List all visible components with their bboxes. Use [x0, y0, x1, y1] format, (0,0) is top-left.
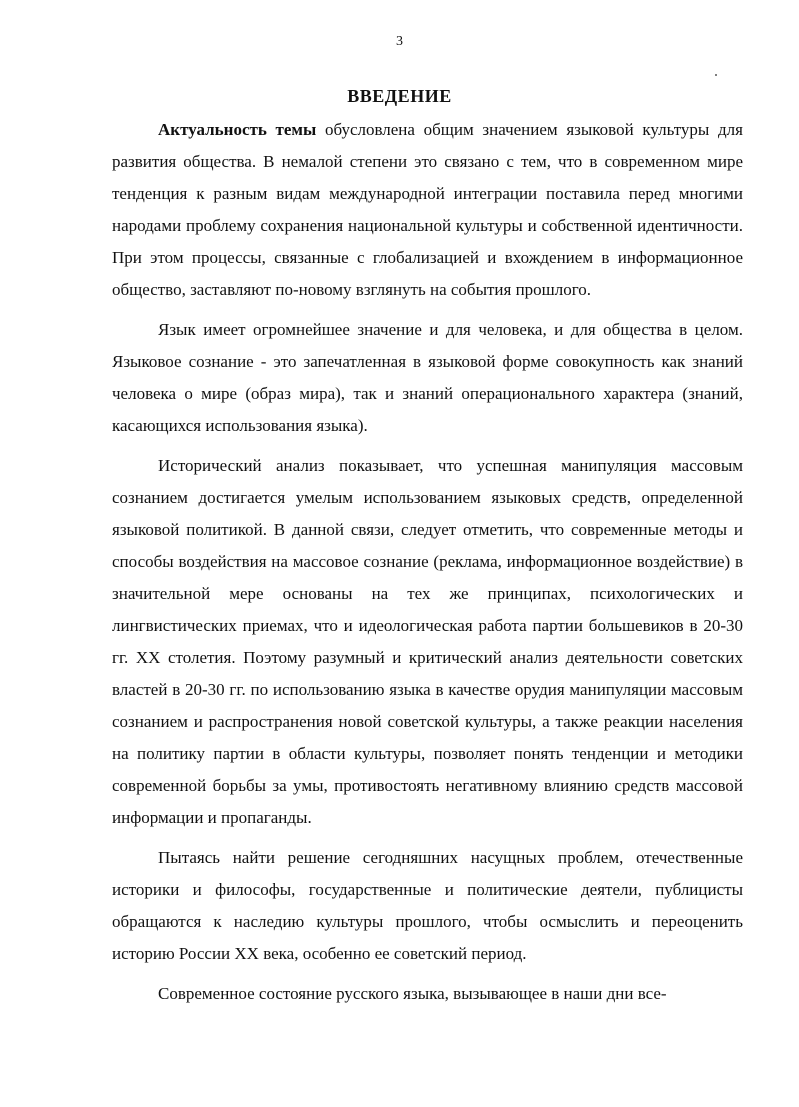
paragraph-2: Язык имеет огромнейшее значение и для человека, и для общества в целом. Языковое сознание - это запечатленная в языковой форме совокупность как знаний человека о мире (образ мира), так и знаний операционального характера (знаний, касающихся использования языка).	[112, 320, 743, 435]
paragraph-text: обусловлена общим значением языковой культуры для развития общества. В немалой степени это связано с тем, что в современном мире тенденция к разным видам международной интеграции поставила перед многими народами проблему сохранения национальной культуры и собственной идентичности. При этом процессы, связанные с глобализацией и вхождением в информационное общество, заставляют по-новому взглянуть на события прошлого.	[112, 120, 743, 299]
page-title: ВВЕДЕНИЕ	[347, 86, 452, 106]
paragraph-3: Исторический анализ показывает, что успешная манипуляция массовым сознанием достигается умелым использованием языковых средств, определенной языковой политикой. В данной связи, следует отметить, что современные методы и способы воздействия на массовое сознание (реклама, информационное воздействие) в значительной мере основаны на тех же принципах, психологических и лингвистических приемах, что и идеологическая работа партии большевиков в 20-30 гг. XX столетия. Поэтому разумный и критический анализ деятельности советских властей в 20-30 гг. по использованию языка в качестве орудия манипуляции массовым сознанием и распространения новой советской культуры, а также реакции населения на политику партии в области культуры, позволяет понять тенденции и методики современной борьбы за умы, противостоять негативному влиянию средств массовой информации и пропаганды.	[112, 456, 743, 827]
paragraph-lead: Актуальность темы	[158, 120, 317, 139]
paragraph-5: Современное состояние русского языка, вызывающее в наши дни все-	[158, 984, 667, 1003]
paragraph-4: Пытаясь найти решение сегодняшних насущных проблем, отечественные историки и философы, государственные и политические деятели, публицисты обращаются к наследию культуры прошлого, чтобы осмыслить и переоценить историю России XX века, особенно ее советский период.	[112, 848, 743, 963]
page-number: 3	[396, 34, 403, 49]
scan-speck	[715, 74, 717, 76]
body-text	[112, 114, 743, 1010]
paragraph-1	[112, 114, 743, 306]
